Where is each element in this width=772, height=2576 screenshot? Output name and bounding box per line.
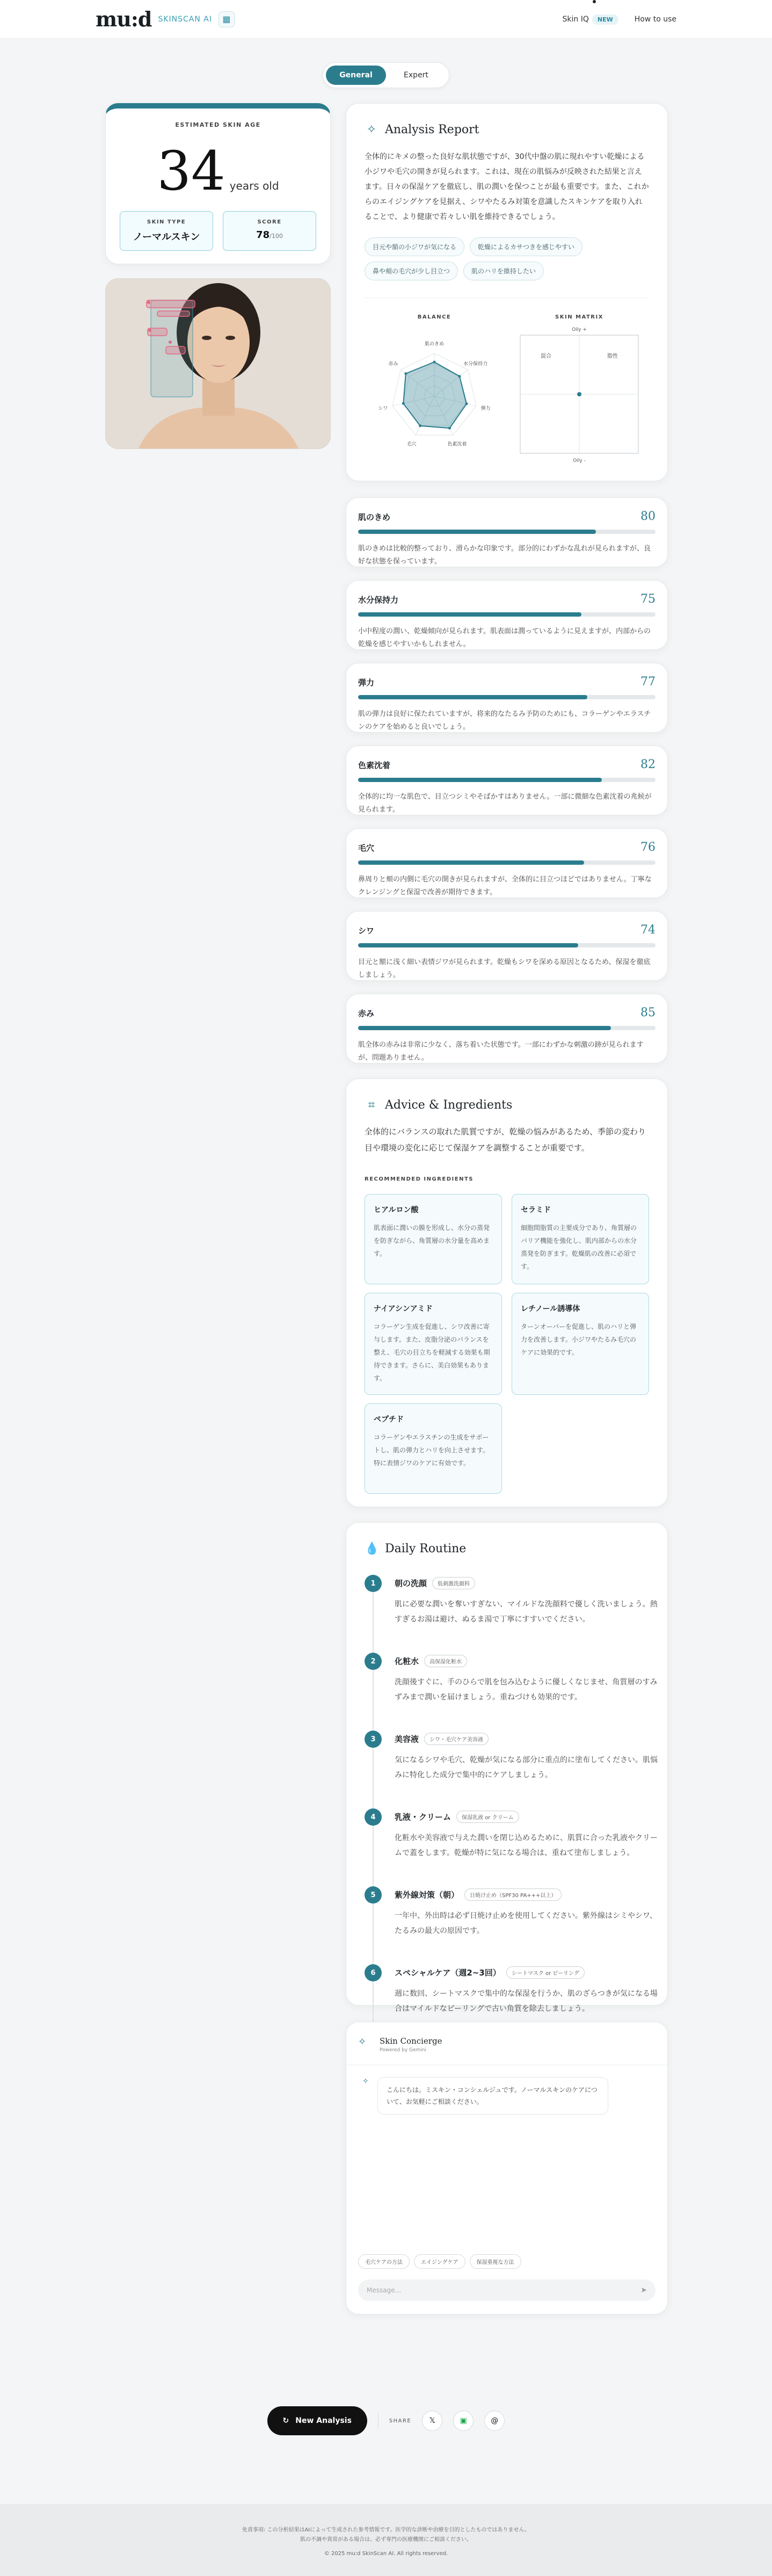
step-desc: 気になるシワや毛穴、乾燥が気になる部分に重点的に塗布してください。肌悩みに特化した成分で集中的にケアしましょう。 (395, 1756, 658, 1779)
matrix-point (577, 392, 581, 396)
ingredient-desc: ターンオーバーを促進し、肌のハリと弾力を改善します。小ジワやたるみ毛穴のケアに効果的です。 (521, 1323, 637, 1356)
logo[interactable]: mu:d (96, 7, 152, 31)
score-label: SCORE (257, 219, 282, 225)
metric-bar (358, 695, 656, 699)
copyright: © 2025 mu:d SkinScan AI. All rights reserved. (324, 2551, 448, 2557)
ingredient-desc: コラーゲンやエラスチンの生成をサポートし、肌の弾力とハリを向上させます。特に表情ジワのケアに有効です。 (374, 1434, 490, 1467)
ingredient-name: ペプチド (374, 1415, 404, 1424)
advice-card (346, 1079, 668, 1507)
ingredient-grid (365, 1194, 649, 1494)
metric-bar (358, 943, 656, 947)
step-number: 3 (365, 1731, 382, 1748)
x-icon[interactable]: 𝕏 (422, 2411, 442, 2431)
metric-description: 鼻周りと頬の内側に毛穴の開きが見られますが、全体的に目立つほどではありません。丁寧なクレンジングと保湿で改善が期待できます。 (358, 875, 652, 896)
analysis-report-title: Analysis Report (385, 123, 479, 136)
metric-name: 毛穴 (358, 843, 375, 853)
metric-score: 82 (640, 758, 656, 771)
metric-bar-fill (358, 612, 581, 617)
face-image (105, 278, 331, 449)
ingredient-card (512, 1293, 649, 1395)
brand-subtitle: SKINSCAN AI (158, 15, 212, 24)
analysis-report-body: 全体的にキメの整った良好な肌状態ですが、30代中盤の肌に現れやすい乾燥による小ジワや毛穴の開きが見られます。これは、現在の肌悩みが反映された結果と言えます。日々の保湿ケアを徹底し、肌の潤いを保つことが最も重要です。また、これからのエイジングケアを見据え、シワやたるみ対策を意識したスキンケアを取り入れることで、より健康で若々しい肌を維持できるでしょう。 (365, 153, 649, 221)
results-layout (0, 103, 772, 2440)
ingredient-desc: 細胞間脂質の主要成分であり、角質層のバリア機能を強化し、肌内部からの水分蒸発を防ぎます。乾燥肌の改善に必須です。 (521, 1224, 637, 1270)
metric-card (346, 746, 668, 815)
skin-age-unit: years old (229, 179, 279, 192)
metric-score: 77 (640, 675, 656, 689)
skin-age-label: ESTIMATED SKIN AGE (175, 121, 261, 128)
routine-step (365, 1575, 658, 1653)
metric-name: 肌のきめ (358, 512, 391, 522)
matrix-right-label: 脂性 (607, 353, 618, 359)
radar-label: 弾力 (480, 406, 491, 411)
step-tag: シートマスク or ピーリング (506, 1966, 585, 1979)
send-icon[interactable]: ➤ (640, 2286, 647, 2295)
ingredient-name: ナイアシンアミド (374, 1305, 433, 1313)
chat-message (358, 2077, 656, 2115)
sparkle-icon: ✧ (358, 2036, 367, 2047)
step-number: 4 (365, 1808, 382, 1826)
qr-code-icon[interactable]: ▦ (219, 11, 235, 27)
skin-type-value: ノーマルスキン (133, 231, 200, 243)
analysis-report-card (346, 103, 668, 481)
chat-input-bar (358, 2280, 656, 2301)
threads-icon[interactable]: @ (484, 2411, 505, 2431)
score-max: /100 (270, 233, 283, 240)
metric-bar-fill (358, 530, 596, 534)
matrix-top-label: Oily + (572, 327, 587, 332)
radar-point (433, 361, 436, 364)
concierge-title: Skin Concierge (380, 2036, 442, 2046)
step-desc: 週に数回、シートマスクで集中的な保湿を行うか、肌のざらつきが気になる場合はマイルドなピーリングで古い角質を除去しましょう。 (395, 1989, 658, 2013)
metric-score: 75 (640, 592, 656, 606)
skin-age-card (105, 103, 331, 264)
step-title: スペシャルケア（週2~3回） (395, 1968, 501, 1978)
radar-label: 肌のきめ (424, 342, 445, 347)
matrix-left-label: 混合 (541, 353, 551, 359)
skin-matrix (509, 325, 649, 465)
score-box (223, 211, 316, 251)
chat-bubble: こんにちは。ミスキン・コンシェルジュです。ノーマルスキンのケアについて、お気軽にご相談ください。 (377, 2077, 608, 2115)
right-column (346, 103, 668, 2314)
metric-score: 74 (640, 923, 656, 937)
concern-chip[interactable]: 鼻や頬の毛穴が少し目立つ (365, 262, 458, 280)
daily-routine-title: Daily Routine (385, 1542, 467, 1555)
step-number: 6 (365, 1964, 382, 1981)
score-value: 78 (256, 229, 270, 241)
ingredient-name: ヒアルロン酸 (374, 1206, 419, 1214)
step-number: 1 (365, 1575, 382, 1592)
ingredient-desc: コラーゲン生成を促進し、シワ改善に寄与します。また、皮脂分泌のバランスを整え、毛穴の目立ちを軽減する効果も期待できます。さらに、美白効果もあります。 (374, 1323, 490, 1382)
step-desc: 化粧水や美容液で与えた潤いを閉じ込めるために、肌質に合った乳液やクリームで蓋をします。乾燥が特に気になる場合は、重ねて塗布しましょう。 (395, 1834, 658, 1857)
step-tag: 日焼け止め（SPF30 PA+++以上） (464, 1888, 562, 1901)
balance-chart (365, 314, 504, 467)
balance-title: BALANCE (417, 314, 451, 320)
step-desc: 肌に必要な潤いを奪いすぎない、マイルドな洗顔料で優しく洗いましょう。熱すぎるお湯は避け、ぬるま湯で丁寧にすすいでください。 (395, 1600, 658, 1624)
recommended-ingredients-label: RECOMMENDED INGREDIENTS (365, 1176, 474, 1182)
share-label: SHARE (389, 2418, 412, 2424)
top-bar (0, 0, 772, 39)
metric-description: 肌の弾力は良好に保たれていますが、将来的なたるみ予防のためにも、コラーゲンやエラスチンのケアを始めると良いでしょう。 (358, 710, 651, 731)
step-desc: 一年中、外出時は必ず日焼け止めを使用してください。紫外線はシミやシワ、たるみの最大の原因です。 (395, 1912, 657, 1935)
skin-concierge-card (346, 2022, 668, 2314)
metric-card (346, 828, 668, 898)
scan-face-icon: ⌗ (368, 1098, 375, 1112)
metric-score: 80 (640, 510, 656, 523)
metric-card (346, 911, 668, 981)
metric-bar (358, 1026, 656, 1030)
step-tag: 低刺激洗顔料 (432, 1577, 475, 1589)
step-tag: シワ・毛穴ケア美容液 (424, 1733, 489, 1745)
metric-description: 全体的に均一な肌色で、目立つシミやそばかすはありません。一部に微細な色素沈着の兆候が見られます。 (358, 793, 652, 814)
concern-chips (365, 237, 590, 280)
metric-card (346, 497, 668, 567)
metric-description: 目元と額に浅く細い表情ジワが見られます。乾燥もシワを深める原因となるため、保湿を徹底しましょう。 (358, 958, 651, 979)
concern-chip[interactable]: 肌のハリを維持したい (463, 262, 544, 280)
skin-matrix-title: SKIN MATRIX (555, 314, 603, 320)
step-tag: 高保湿化粧水 (424, 1655, 467, 1667)
chat-input[interactable] (367, 2286, 581, 2294)
radar-point (448, 427, 451, 430)
new-badge: NEW (592, 15, 618, 25)
nav-skin-iq[interactable]: Skin IQ NEW (563, 15, 618, 24)
metric-score: 76 (640, 841, 656, 854)
metric-card (346, 994, 668, 1063)
face-illustration (106, 279, 331, 449)
radar-label: 毛穴 (406, 442, 417, 447)
radar-label: シワ (378, 406, 388, 411)
indicator-dot (593, 0, 596, 3)
skin-type-label: SKIN TYPE (147, 219, 186, 225)
metric-bar-fill (358, 943, 578, 947)
routine-step (365, 1886, 657, 1964)
metric-bar (358, 778, 656, 782)
metric-name: 色素沈着 (358, 761, 391, 770)
mode-toggle (0, 62, 772, 88)
concierge-subtitle: Powered by Gemini (380, 2047, 427, 2053)
metric-card (346, 580, 668, 650)
step-title: 朝の洗顔 (395, 1579, 427, 1588)
ingredient-name: セラミド (521, 1206, 551, 1214)
radar-point (465, 402, 468, 405)
routine-step (365, 1731, 658, 1808)
step-number: 5 (365, 1886, 382, 1904)
skin-age-value: 34 (157, 140, 225, 202)
concern-chip[interactable]: 乾燥によるカサつきを感じやすい (470, 237, 582, 256)
daily-routine-card (346, 1522, 668, 2013)
step-number: 2 (365, 1653, 382, 1670)
tab-expert[interactable]: Expert (404, 71, 428, 79)
disclaimer-line-2: 肌の不調や異常がある場合は、必ず専門の医療機関にご相談ください。 (300, 2537, 472, 2543)
metric-bar (358, 860, 656, 865)
concern-chip[interactable]: 目元や額の小ジワが気になる (365, 237, 464, 256)
suggestion-chip[interactable]: 保湿重視な方法 (470, 2254, 521, 2269)
radar-point (402, 402, 405, 405)
metric-name: シワ (358, 926, 375, 936)
step-title: 美容液 (395, 1734, 419, 1744)
step-title: 乳液・クリーム (395, 1812, 451, 1822)
ingredient-card (512, 1194, 649, 1284)
metric-description: 肌全体の赤みは非常に少なく、落ち着いた状態です。一部にわずかな刺激の跡が見られますが、問題ありません。 (358, 1041, 644, 1062)
suggestion-chip[interactable]: 毛穴ケアの方法 (358, 2254, 410, 2269)
refresh-icon: ↻ (282, 2416, 289, 2425)
radar-label: 水分保持力 (463, 361, 488, 367)
radar-label: 赤み (388, 361, 398, 367)
radar-point (458, 375, 461, 378)
step-title: 化粧水 (395, 1656, 419, 1666)
metric-score: 85 (640, 1006, 656, 1019)
main-nav (563, 15, 677, 24)
suggestion-chips (358, 2254, 521, 2269)
routine-step (365, 1653, 658, 1731)
ingredient-desc: 肌表面に潤いの膜を形成し、水分の蒸発を防ぎながら、角質層の水分量を高めます。 (374, 1224, 490, 1257)
new-analysis-button[interactable] (267, 2406, 367, 2435)
metric-name: 赤み (358, 1009, 375, 1018)
disclaimer-line-1: 免責事項: この分析結果はAIによって生成された参考情報です。医学的な診断や治療を目的としたものではありません。 (242, 2527, 530, 2533)
routine-step (365, 1808, 658, 1886)
footer (0, 2504, 772, 2576)
metric-bar (358, 530, 656, 534)
skin-matrix-chart (509, 314, 649, 467)
advice-body: 全体的にバランスの取れた肌質ですが、乾燥の悩みがあるため、季節の変わり目や環境の変化に応じて保湿ケアを調整することが重要です。 (365, 1127, 646, 1153)
radar-area (403, 362, 467, 428)
step-title: 紫外線対策（朝） (395, 1890, 460, 1900)
metric-bar-fill (358, 860, 584, 865)
matrix-bottom-label: Oily - (573, 458, 586, 464)
left-column (105, 103, 331, 449)
metric-description: 肌のきめは比較的整っており、滑らかな印象です。部分的にわずかな乱れが見られますが、良好な状態を保っています。 (358, 545, 651, 566)
metric-bar-fill (358, 1026, 611, 1030)
step-desc: 洗顔後すぐに、手のひらで肌を包み込むように優しくなじませ、角質層のすみずみまで潤いを届けましょう。重ねづけも効果的です。 (395, 1678, 658, 1702)
metric-name: 水分保持力 (358, 595, 399, 605)
radar-point (419, 424, 421, 427)
sparkle-icon: ✧ (366, 123, 377, 136)
radar-label: 色素沈着 (447, 442, 467, 447)
step-tag: 保湿乳液 or クリーム (456, 1811, 519, 1823)
tab-general[interactable]: General (326, 66, 386, 85)
ingredient-card (365, 1194, 502, 1284)
ingredient-name: レチノール誘導体 (521, 1305, 580, 1313)
radar-point (404, 372, 407, 375)
advice-title: Advice & Ingredients (385, 1098, 513, 1112)
routine-steps (365, 1575, 658, 2042)
metric-bar-fill (358, 778, 602, 782)
metric-description: 小中程度の潤い、乾燥傾向が見られます。肌表面は潤っているように見えますが、内部からの乾燥を感じやすいかもしれません。 (358, 627, 651, 648)
brand[interactable] (96, 7, 235, 31)
metric-name: 弾力 (358, 678, 375, 688)
metric-bar (358, 612, 656, 617)
ingredient-card (365, 1403, 502, 1494)
nav-how-to-use[interactable]: How to use (634, 15, 676, 24)
ingredient-card (365, 1293, 502, 1395)
new-analysis-label: New Analysis (295, 2416, 352, 2425)
drop-icon: 💧 (365, 1542, 380, 1555)
bot-icon: ✧ (362, 2077, 369, 2086)
line-icon[interactable]: ▣ (453, 2411, 474, 2431)
skin-type-box (120, 211, 213, 251)
radar-chart (365, 325, 504, 465)
bottom-actions (0, 2406, 772, 2435)
metric-card (346, 663, 668, 733)
metric-bar-fill (358, 695, 587, 699)
suggestion-chip[interactable]: エイジングケア (414, 2254, 465, 2269)
